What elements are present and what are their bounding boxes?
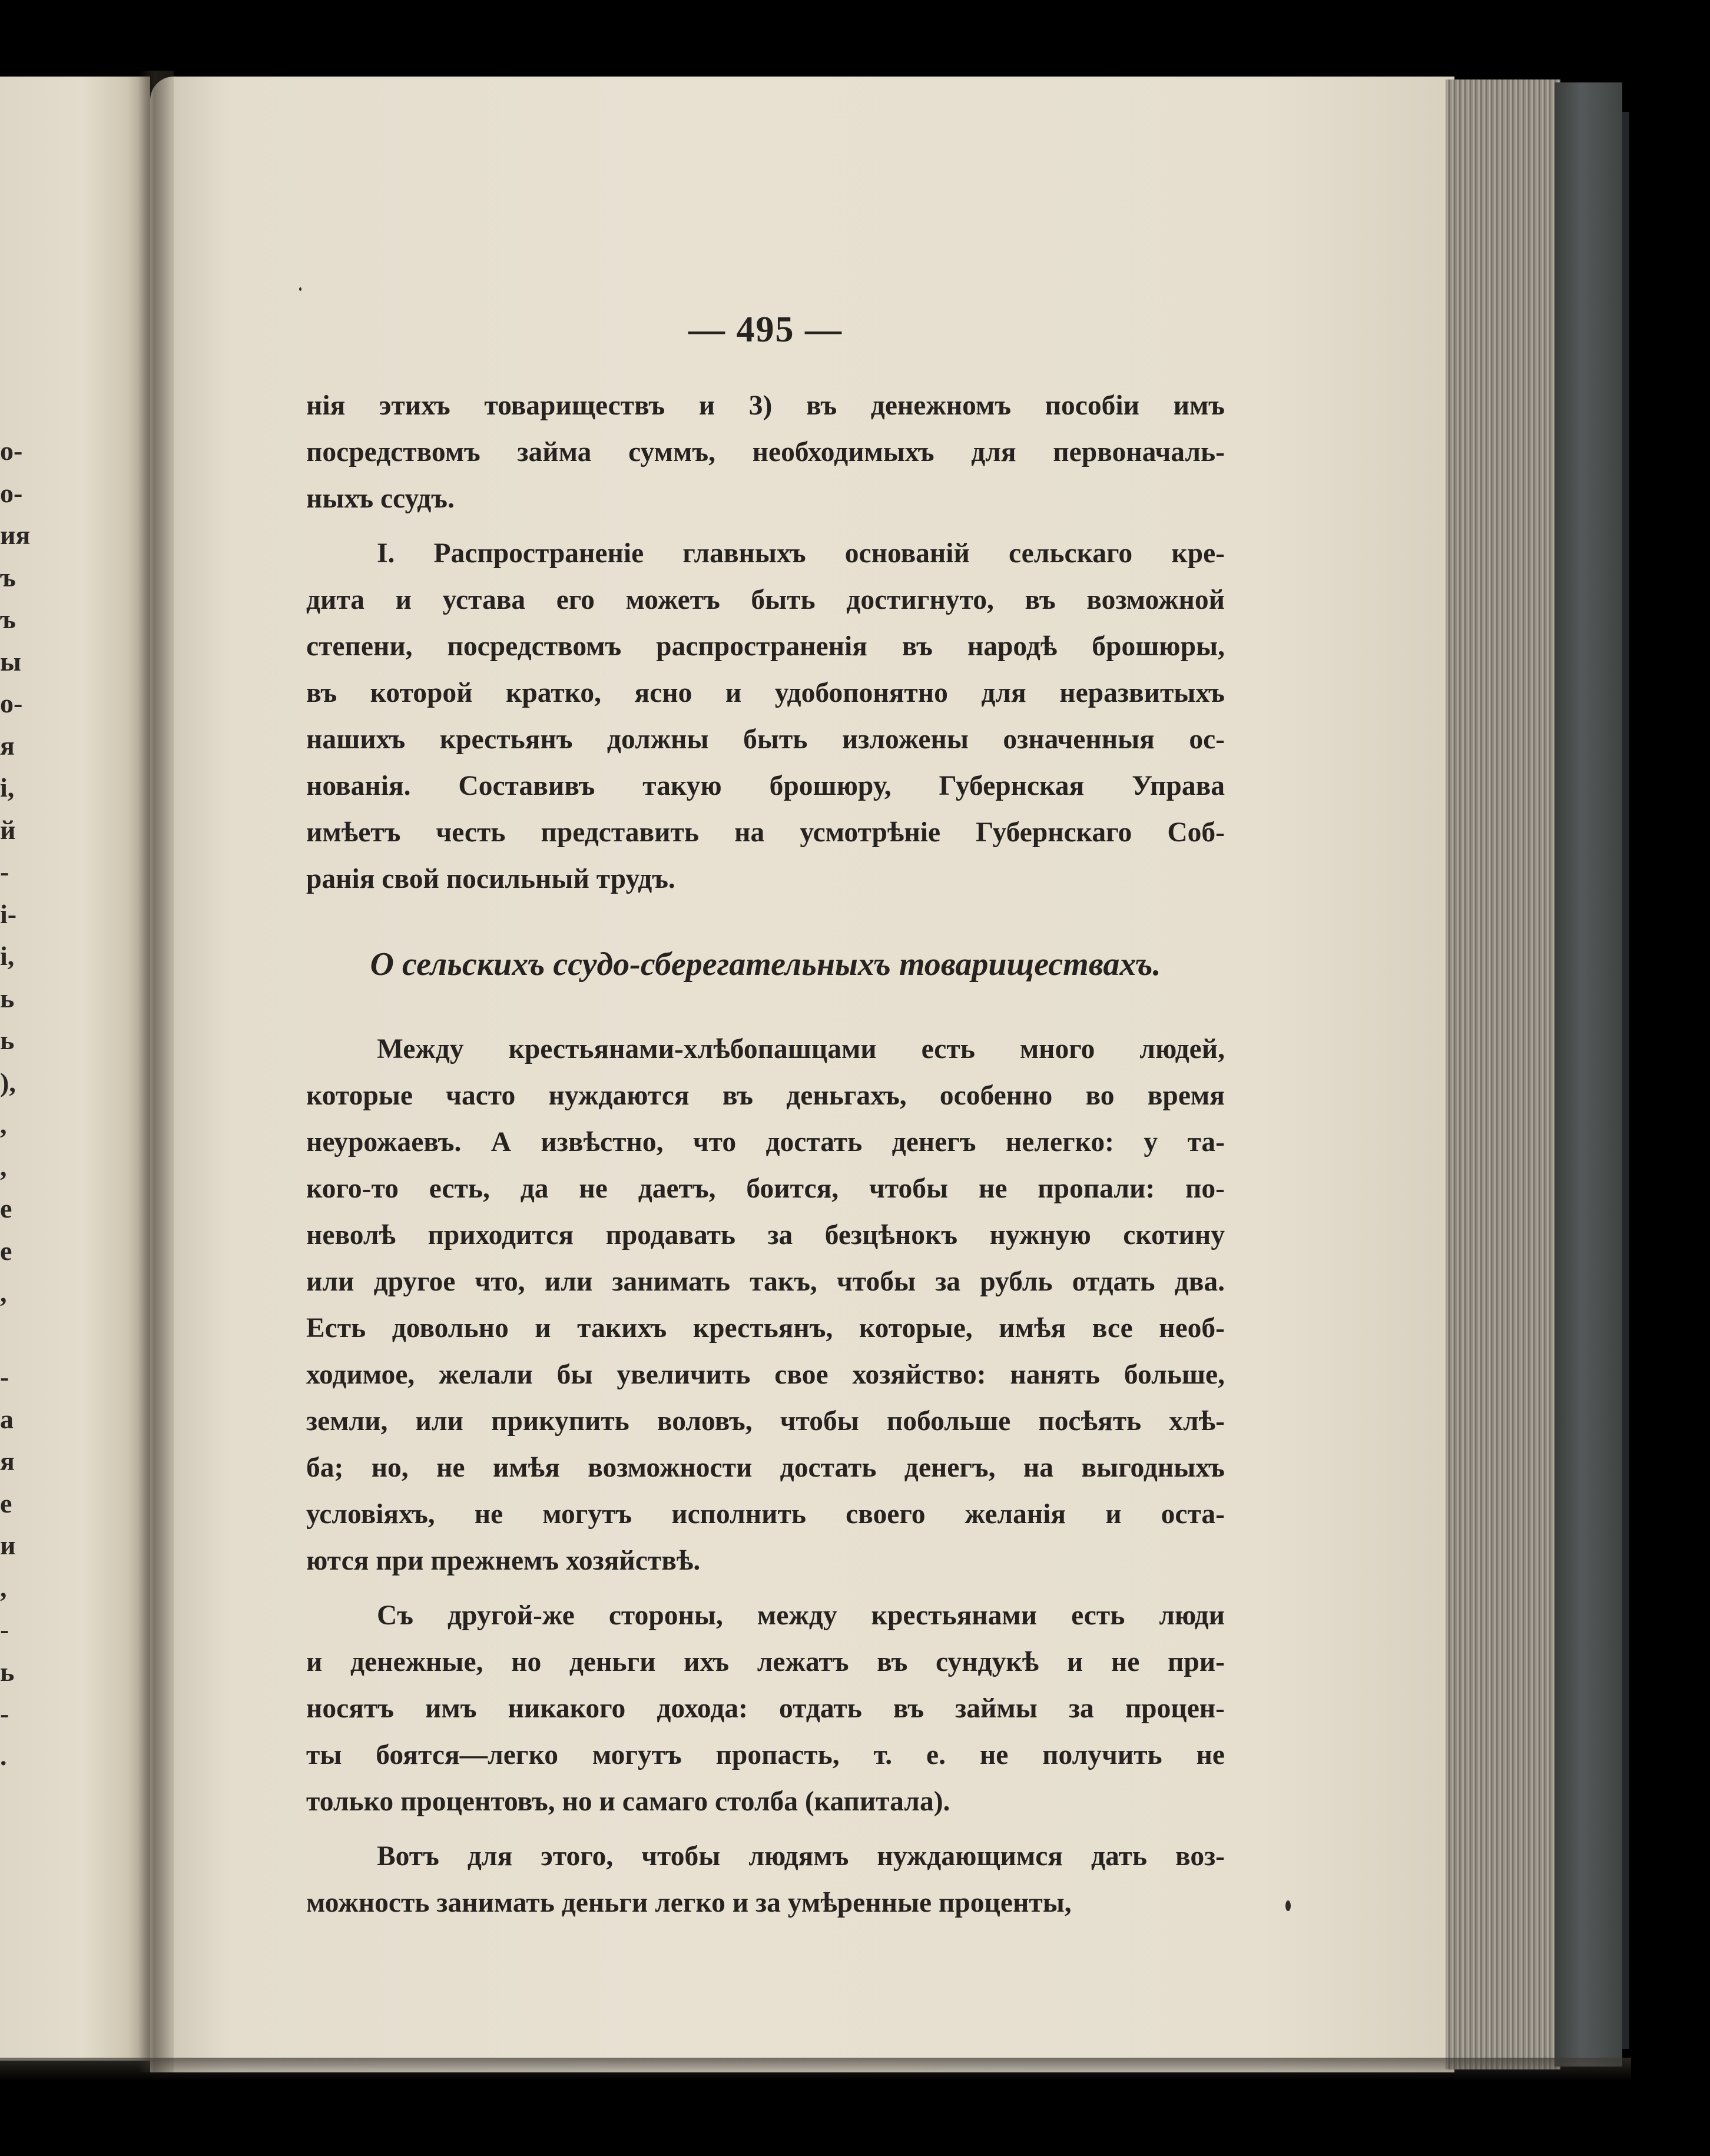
- text-line: I. Распространеніе главныхъ основаній сельскаго кре-: [377, 538, 1225, 569]
- text-line: въ которой кратко, ясно и удобопонятно для неразвитыхъ: [306, 678, 1225, 708]
- body-paragraphs-top: [306, 383, 1225, 903]
- text-line: ты боятся—легко могутъ пропасть, т. е. не получить не: [306, 1740, 1225, 1770]
- left-page-fragment: ь: [0, 1656, 15, 1687]
- left-page-fragment: ь: [0, 1025, 15, 1055]
- text-line: или другое что, или занимать такъ, чтобы за рубль отдать два.: [306, 1266, 1225, 1297]
- text-line: Съ другой-же стороны, между крестьянами есть люди: [377, 1600, 1225, 1631]
- left-page-fragment: -: [0, 1699, 9, 1729]
- text-line: Между крестьянами-хлѣбопашцами есть много людей,: [377, 1034, 1225, 1064]
- left-page-fragment: е: [0, 1193, 12, 1223]
- left-page: [0, 77, 150, 2061]
- left-page-fragment: -: [0, 1614, 9, 1644]
- left-page-fragment: ъ: [0, 604, 16, 634]
- text-line: только процентовъ, но и самаго столба (капитала).: [306, 1786, 950, 1817]
- text-line: можность занимать деньги легко и за умѣренные проценты,: [306, 1888, 1072, 1918]
- text-line: нашихъ крестьянъ должны быть изложены означенныя ос-: [306, 724, 1225, 755]
- left-page-fragment: о-: [0, 436, 23, 466]
- left-page-fragment: я: [0, 730, 15, 761]
- left-page-fragment: -: [0, 857, 9, 887]
- text-line: ются при прежнемъ хозяйствѣ.: [306, 1545, 701, 1576]
- text-line: ныхъ ссудъ.: [306, 483, 455, 514]
- spine-shadow: [138, 71, 174, 2072]
- left-page-fragment: ,: [0, 1572, 7, 1603]
- bottom-shadow: [0, 2058, 1631, 2081]
- left-page-fragment: ,: [0, 1278, 7, 1308]
- left-page-fragment: і,: [0, 772, 15, 802]
- left-page-fragment: [0, 1314, 35, 1356]
- cover-edge: [1622, 112, 1629, 2049]
- text-line: Есть довольно и такихъ крестьянъ, которые, имѣя все необ-: [306, 1313, 1225, 1344]
- ink-speck: [1285, 1900, 1291, 1911]
- left-page-fragment: і,: [0, 941, 15, 971]
- left-page-fragment: я: [0, 1446, 15, 1476]
- left-page-fragment: а: [0, 1404, 14, 1434]
- text-line: дита и устава его можетъ быть достигнуто, въ возможной: [306, 585, 1225, 615]
- ink-speck: [299, 287, 301, 291]
- text-line: ходимое, желали бы увеличить свое хозяйство: нанять больше,: [306, 1359, 1225, 1390]
- left-page-fragment: о-: [0, 477, 23, 508]
- left-page-fragment: і-: [0, 898, 17, 929]
- body-paragraphs-bottom: [306, 1026, 1225, 1926]
- text-line: носятъ имъ никакого дохода: отдать въ займы за процен-: [306, 1693, 1225, 1724]
- left-page-fragment: ы: [0, 646, 21, 676]
- left-page-text-fragments: [0, 430, 35, 1777]
- left-page-fragment: ь: [0, 983, 15, 1013]
- text-line: нія этихъ товариществъ и 3) въ денежномъ пособіи имъ: [306, 390, 1225, 421]
- left-page-fragment: й: [0, 814, 16, 845]
- left-page-fragment: о-: [0, 688, 23, 718]
- cover-board: [1555, 82, 1622, 2067]
- left-page-fragment: ъ: [0, 562, 16, 592]
- text-line: неурожаевъ. А извѣстно, что достать денегъ нелегко: у та-: [306, 1127, 1225, 1157]
- text-line: земли, или прикупить воловъ, чтобы побольше посѣять хлѣ-: [306, 1406, 1225, 1437]
- left-page-fragment: ,: [0, 1151, 7, 1182]
- text-line: Вотъ для этого, чтобы людямъ нуждающимся дать воз-: [377, 1841, 1225, 1872]
- text-line: ба; но, не имѣя возможности достать денегъ, на выгодныхъ: [306, 1452, 1225, 1483]
- left-page-fragment: е: [0, 1235, 12, 1266]
- text-line: имѣетъ честь представить на усмотрѣніе Губернскаго Соб-: [306, 817, 1225, 848]
- left-page-fragment: ия: [0, 520, 31, 550]
- text-line: нованія. Составивъ такую брошюру, Губернская Управа: [306, 771, 1225, 801]
- page-number: — 495 —: [688, 310, 843, 350]
- paragraph: [306, 1593, 1225, 1825]
- text-line: неволѣ приходится продавать за безцѣнокъ нужную скотину: [306, 1220, 1225, 1251]
- text-line: условіяхъ, не могутъ исполнить своего желанія и оста-: [306, 1499, 1225, 1530]
- text-line: степени, посредствомъ распространенія въ народѣ брошюры,: [306, 631, 1225, 662]
- text-line: кого-то есть, да не даетъ, боится, чтобы не пропали: по-: [306, 1173, 1225, 1204]
- text-line: и денежные, но деньги ихъ лежатъ въ сундукѣ и не при-: [306, 1647, 1225, 1677]
- paragraph: [306, 383, 1225, 522]
- paragraph: [306, 1026, 1225, 1584]
- left-page-fragment: ),: [0, 1067, 16, 1097]
- paragraph: [306, 1833, 1225, 1926]
- text-line: которые часто нуждаются въ деньгахъ, особенно во время: [306, 1080, 1225, 1111]
- left-page-fragment: ,: [0, 1109, 7, 1139]
- paragraph: [306, 530, 1225, 903]
- left-page-fragment: .: [0, 1740, 7, 1771]
- text-line: посредствомъ займа суммъ, необходимыхъ для первоначаль-: [306, 437, 1225, 467]
- page-edges: [1446, 79, 1560, 2069]
- section-heading: О сельскихъ ссудо-сберегательныхъ товариществахъ.: [370, 946, 1161, 983]
- left-page-fragment: -: [0, 1362, 9, 1392]
- page-text: [306, 300, 1225, 1926]
- text-line: ранія свой посильный трудъ.: [306, 864, 675, 894]
- left-page-fragment: и: [0, 1530, 16, 1560]
- left-page-fragment: е: [0, 1488, 12, 1518]
